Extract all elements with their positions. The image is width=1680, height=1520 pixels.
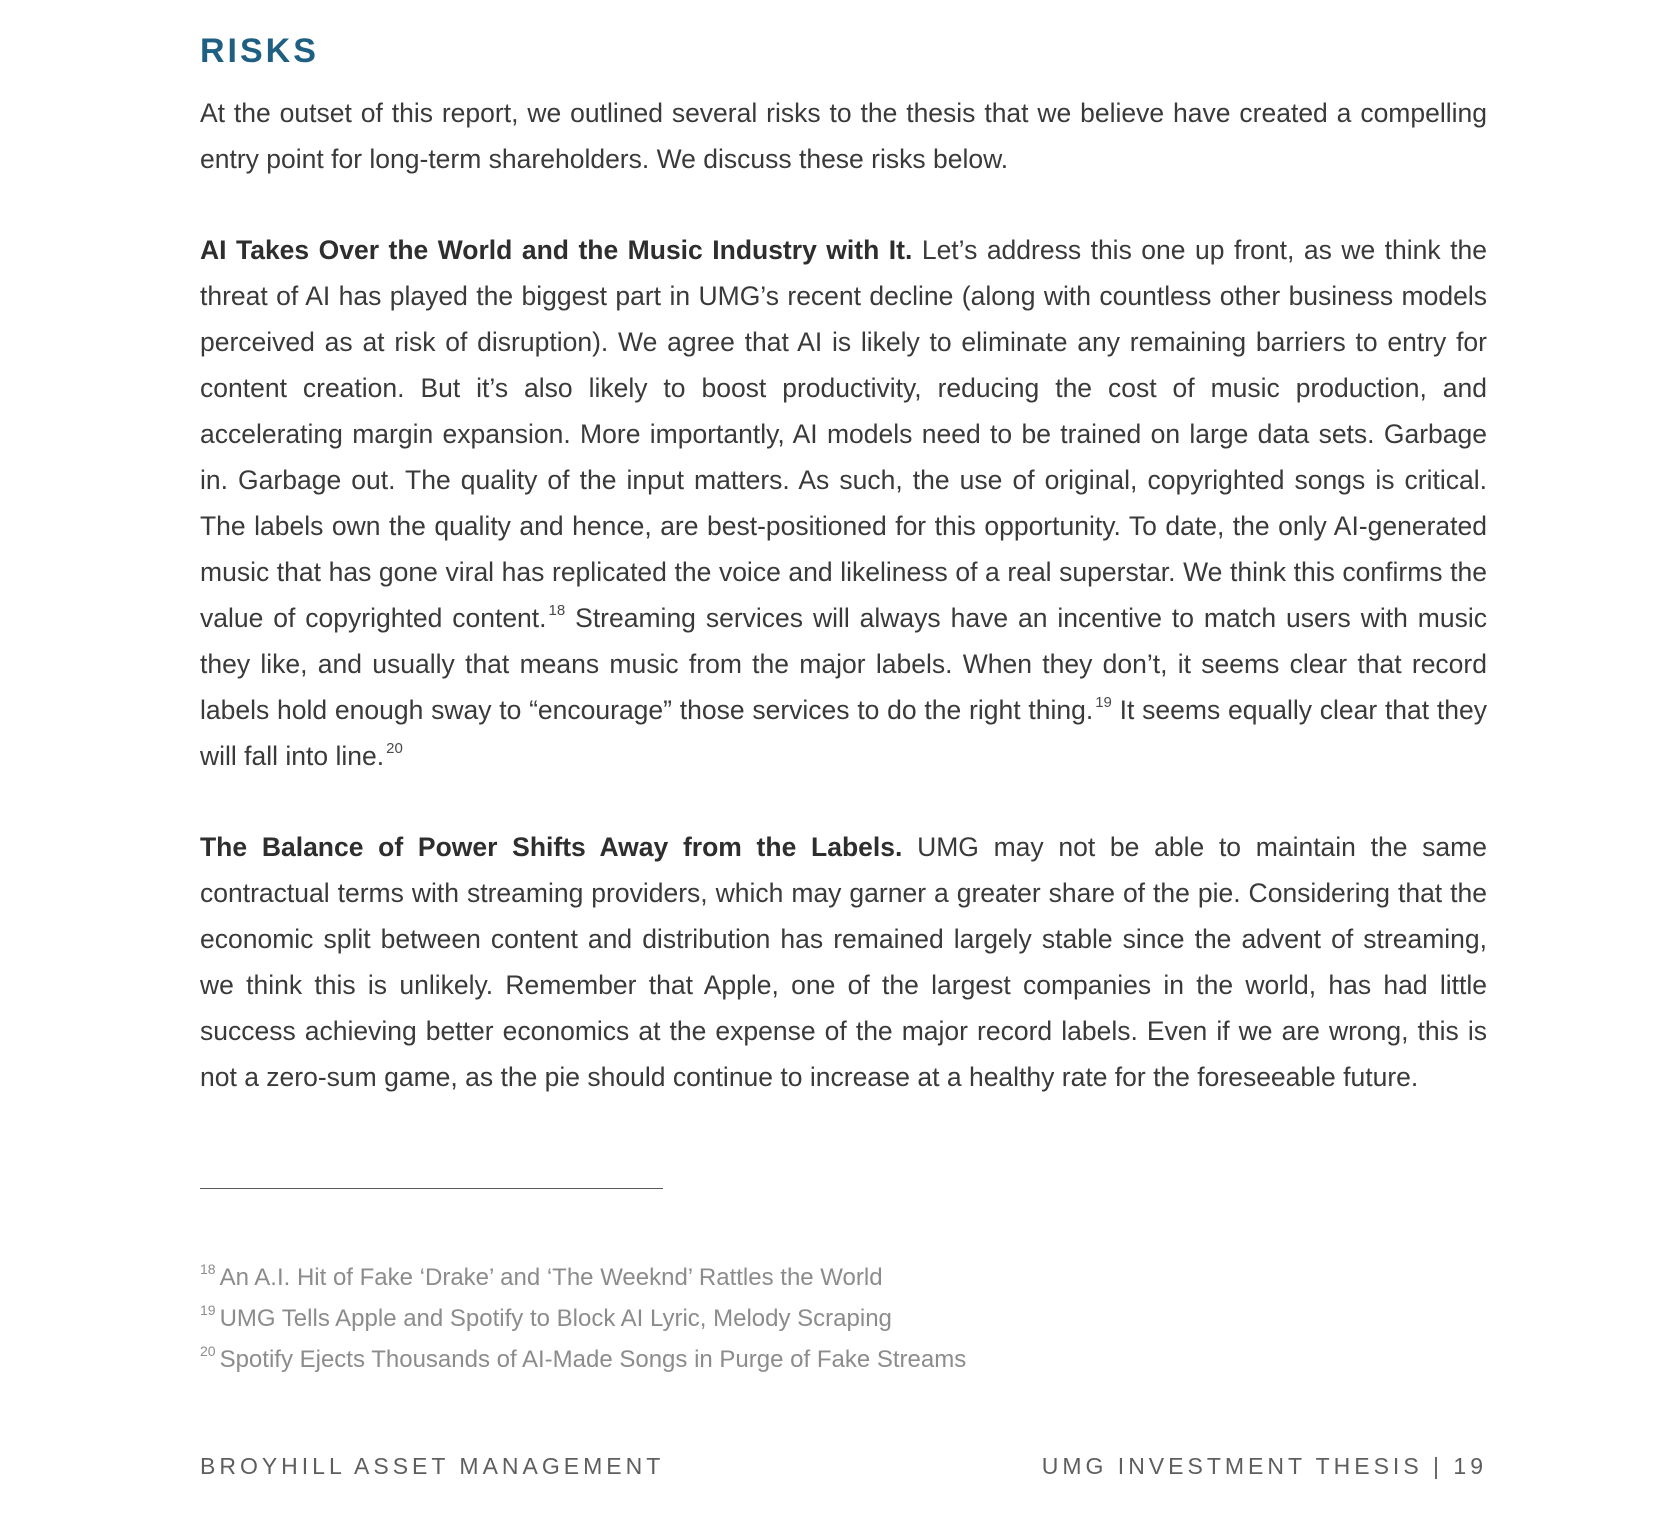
footnotes-list bbox=[200, 1257, 1487, 1380]
footnote-number: 19 bbox=[200, 1302, 216, 1318]
risk-ai-text-part-1: Let’s address this one up front, as we think the threat of AI has played the biggest part in UMG’s recent decline (along with countless other business models perceived as at risk of disruption). We agree that AI is likely to eliminate any remaining barriers to entry for content creation. But it’s also likely to boost productivity, reducing the cost of music production, and accelerating margin expansion. More importantly, AI models need to be trained on large data sets. Garbage in. Garbage out. The quality of the input matters. As such, the use of original, copyrighted songs is critical. The labels own the quality and hence, are best-positioned for this opportunity. To date, the only AI-generated music that has gone viral has replicated the voice and likeliness of a real superstar. We think this confirms the value of copyrighted content. bbox=[200, 235, 1487, 633]
section-title: RISKS bbox=[200, 32, 319, 70]
risk-balance-text: UMG may not be able to maintain the same contractual terms with streaming providers, which may garner a greater share of the pie. Considering that the economic split between content and distribution has remained largely stable since the advent of streaming, we think this is unlikely. Remember that Apple, one of the largest companies in the world, has had little success achieving better economics at the expense of the major record labels. Even if we are wrong, this is not a zero-sum game, as the pie should continue to increase at a healthy rate for the foreseeable future. bbox=[200, 832, 1487, 1092]
intro-paragraph: At the outset of this report, we outlined several risks to the thesis that we believe have created a compelling entry point for long-term shareholders. We discuss these risks below. bbox=[200, 98, 1487, 174]
footnote-item bbox=[200, 1339, 1487, 1380]
footnote-ref-19[interactable]: 19 bbox=[1095, 694, 1112, 711]
footnote-number: 20 bbox=[200, 1343, 216, 1359]
document-page bbox=[200, 0, 1487, 1520]
footnote-item bbox=[200, 1257, 1487, 1298]
footnote-text[interactable]: UMG Tells Apple and Spotify to Block AI Lyric, Melody Scraping bbox=[219, 1305, 892, 1332]
footnote-number: 18 bbox=[200, 1261, 216, 1277]
risk-ai-text-part-3: It seems equally clear that they will fall into line. bbox=[200, 695, 1488, 771]
risk-balance-heading: The Balance of Power Shifts Away from the Labels. bbox=[200, 832, 903, 862]
risk-ai-text-part-2: Streaming services will always have an incentive to match users with music they like, and usually that means music from the major labels. When they don’t, it seems clear that record labels hold enough sway to “encourage” those services to do the right thing. bbox=[200, 603, 1487, 725]
footnote-text[interactable]: An A.I. Hit of Fake ‘Drake’ and ‘The Weeknd’ Rattles the World bbox=[219, 1264, 883, 1291]
risk-balance-paragraph bbox=[200, 824, 1487, 1100]
footnote-ref-20[interactable]: 20 bbox=[386, 740, 403, 757]
footnote-text[interactable]: Spotify Ejects Thousands of AI-Made Songs in Purge of Fake Streams bbox=[219, 1346, 967, 1373]
footer-document-title-page: UMG INVESTMENT THESIS | 19 bbox=[1041, 1453, 1487, 1479]
footnote-divider bbox=[200, 1188, 663, 1189]
footnote-ref-18[interactable]: 18 bbox=[548, 602, 566, 619]
footnote-item bbox=[200, 1298, 1487, 1339]
risk-ai-paragraph bbox=[200, 227, 1487, 779]
risk-ai-heading: AI Takes Over the World and the Music Industry with It. bbox=[200, 235, 913, 265]
footer-company-name: BROYHILL ASSET MANAGEMENT bbox=[200, 1453, 665, 1479]
